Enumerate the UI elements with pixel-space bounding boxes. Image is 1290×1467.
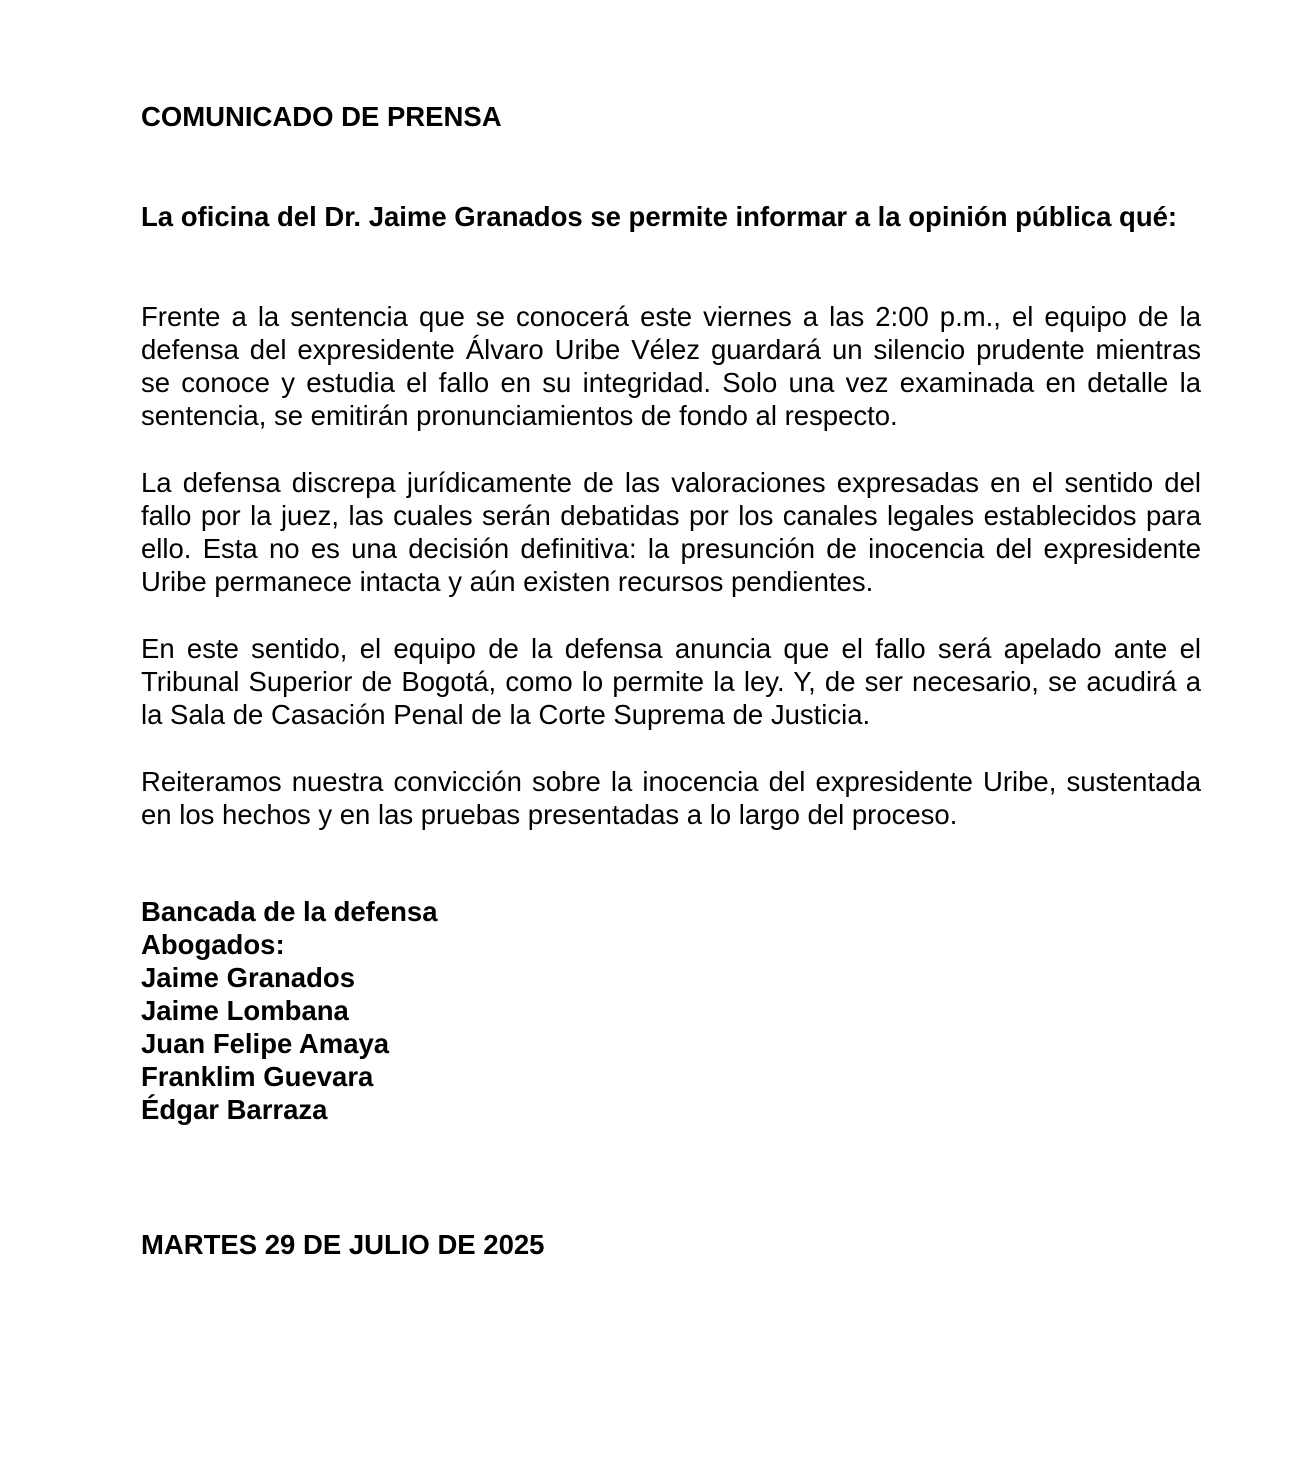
paragraph-sentence-response: Frente a la sentencia que se conocerá este viernes a las 2:00 p.m., el equipo de la defensa del expresidente Álvaro Uribe Vélez guardará un silencio prudente mientras se conoce y estudia el fallo en su integridad. Solo una vez examinada en detalle la sentencia, se emitirán pronunciamientos de fondo al respecto. [141,301,1201,431]
signature-group: Bancada de la defensa [141,896,438,927]
paragraph-innocence-conviction: Reiteramos nuestra convicción sobre la inocencia del expresidente Uribe, sustentada en los hechos y en las pruebas presentadas a lo largo del proceso. [141,766,1201,830]
signature-role: Abogados: [141,929,285,960]
lawyer-name: Juan Felipe Amaya [141,1028,390,1059]
lawyer-name: Franklim Guevara [141,1061,374,1092]
paragraph-appeal-announcement: En este sentido, el equipo de la defensa anuncia que el fallo será apelado ante el Tribunal Superior de Bogotá, como lo permite la ley. Y, de ser necesario, se acudirá a la Sala de Casación Penal de la Corte Suprema de Justicia. [141,633,1201,730]
document-date: MARTES 29 DE JULIO DE 2025 [141,1229,545,1260]
document-title: COMUNICADO DE PRENSA [141,101,502,132]
lawyer-name: Jaime Lombana [141,995,349,1026]
intro-statement: La oficina del Dr. Jaime Granados se permite informar a la opinión pública qué: [141,201,1178,232]
lawyer-name: Jaime Granados [141,962,355,993]
signature-block [141,895,841,1126]
paragraph-legal-disagreement: La defensa discrepa jurídicamente de las valoraciones expresadas en el sentido del fallo por la juez, las cuales serán debatidas por los canales legales establecidos para ello. Esta no es una decisión definitiva: la presunción de inocencia del expresidente Uribe permanece intacta y aún existen recursos pendientes. [141,467,1201,597]
lawyer-name: Édgar Barraza [141,1094,328,1125]
